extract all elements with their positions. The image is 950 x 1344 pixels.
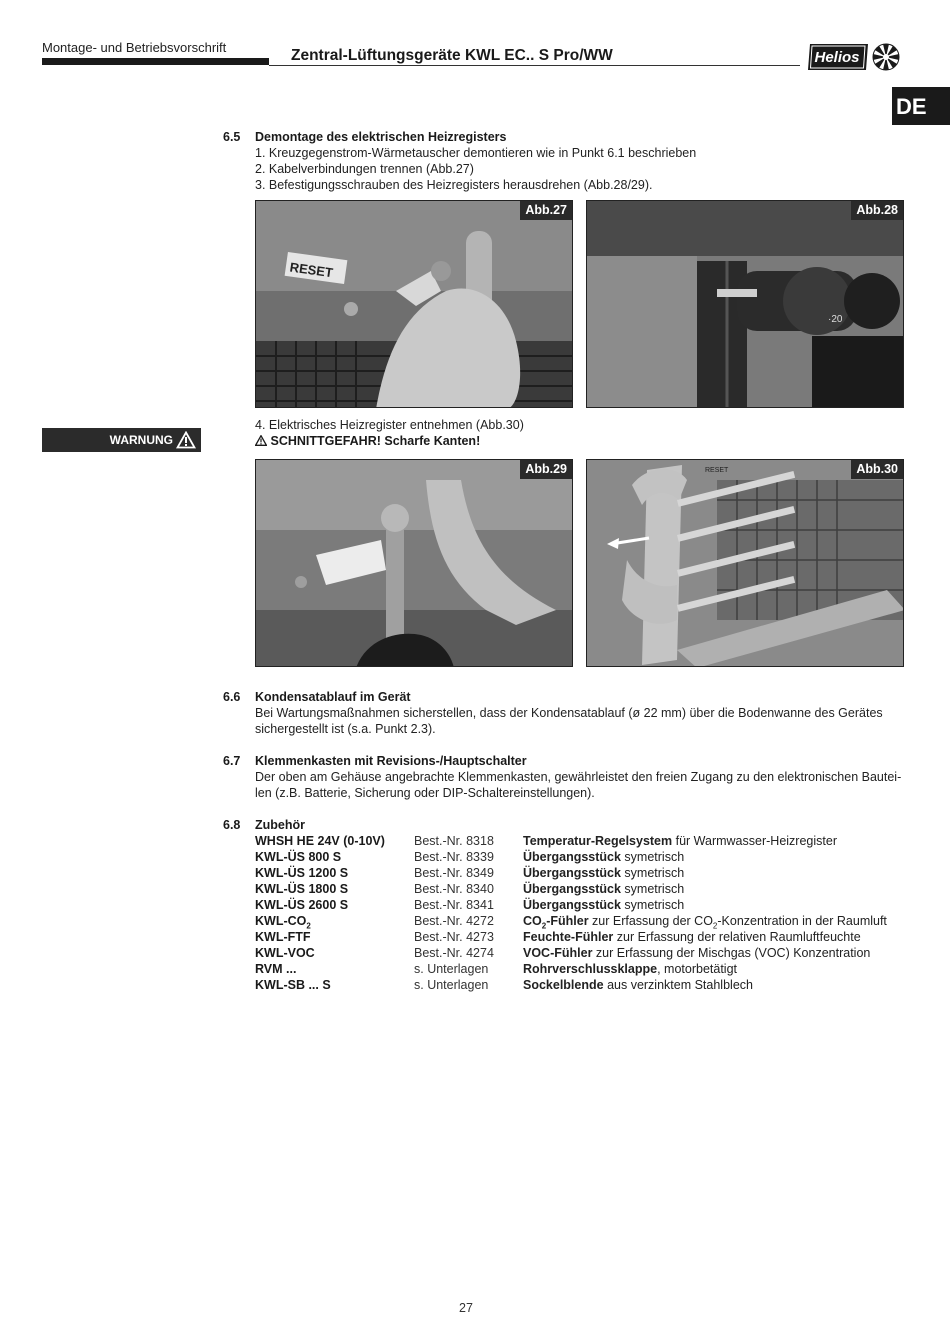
accessory-row [255, 962, 915, 978]
svg-text:RESET: RESET [288, 259, 334, 281]
accessory-name: KWL-VOC [255, 946, 315, 960]
order-number: Best.-Nr. 8349 [414, 866, 494, 880]
accessory-row [255, 882, 915, 898]
header-rule-thick [42, 58, 269, 65]
figure-label: Abb.29 [520, 460, 572, 479]
accessory-row [255, 978, 915, 994]
caution-line [255, 434, 480, 448]
order-number: Best.-Nr. 8318 [414, 834, 494, 848]
accessory-row [255, 914, 915, 930]
order-number: s. Unterlagen [414, 962, 489, 976]
svg-text:Helios: Helios [814, 49, 860, 66]
accessory-description: Übergangsstück symetrisch [523, 882, 685, 896]
section-title: Klemmenkasten mit Revisions-/Hauptschalter [255, 754, 527, 768]
accessory-description: Temperatur-Regelsystem für Warmwasser-Heizregister [523, 834, 837, 848]
document-title: Zentral-Lüftungsgeräte KWL EC.. S Pro/WW [291, 47, 613, 64]
accessory-name: KWL-ÜS 1200 S [255, 866, 349, 880]
order-number: Best.-Nr. 8341 [414, 898, 494, 912]
order-number: s. Unterlagen [414, 978, 489, 992]
accessory-row [255, 850, 915, 866]
accessory-description: Übergangsstück symetrisch [523, 866, 685, 880]
step-line: 1. Kreuzgegenstrom-Wärmetauscher demontieren wie in Punkt 6.1 beschrieben [255, 146, 697, 160]
page-number: 27 [459, 1301, 473, 1315]
svg-text:·20: ·20 [828, 314, 843, 325]
step-line: 3. Befestigungsschrauben des Heizregisters herausdrehen (Abb.28/29). [255, 178, 653, 192]
accessory-row [255, 834, 915, 850]
figure-label: Abb.27 [520, 201, 572, 220]
section-title: Zubehör [255, 818, 305, 832]
fan-icon [873, 44, 899, 70]
section-number: 6.6 [223, 690, 241, 704]
accessory-name: KWL-ÜS 1800 S [255, 882, 349, 896]
accessory-description: VOC-Fühler zur Erfassung der Mischgas (VOC) Konzentration [523, 946, 871, 960]
accessory-name: KWL-FTF [255, 930, 311, 944]
accessory-description: $CO_2$-Fühler zur Erfassung der $CO_2$-Konzentration in der Raumluft [523, 914, 887, 931]
accessory-description: Rohrverschlussklappe, motorbetätigt [523, 962, 737, 976]
order-number: Best.-Nr. 8340 [414, 882, 494, 896]
accessory-name: RVM ... [255, 962, 297, 976]
section-title: Demontage des elektrischen Heizregisters [255, 130, 507, 144]
step-line: 4. Elektrisches Heizregister entnehmen (Abb.30) [255, 418, 524, 432]
accessory-name: WHSH HE 24V (0-10V) [255, 834, 385, 848]
warning-triangle-icon [176, 431, 196, 449]
order-number: Best.-Nr. 4274 [414, 946, 494, 960]
figure-abb29 [255, 459, 573, 667]
document-type-label: Montage- und Betriebsvorschrift [42, 40, 227, 55]
figure-abb30 [586, 459, 904, 667]
figure-label: Abb.30 [851, 460, 903, 479]
section-number: 6.5 [223, 130, 241, 144]
language-tab: DE [892, 87, 950, 125]
order-number: Best.-Nr. 4273 [414, 930, 494, 944]
accessory-name: KWL-ÜS 800 S [255, 850, 342, 864]
header-rule-thin [269, 65, 800, 66]
order-number: Best.-Nr. 8339 [414, 850, 494, 864]
accessory-description: Übergangsstück symetrisch [523, 898, 685, 912]
warning-label: WARNUNG [109, 433, 173, 447]
figure-abb28 [586, 200, 904, 408]
figure-label: Abb.28 [851, 201, 903, 220]
accessory-description: Feuchte-Fühler zur Erfassung der relativen Raumluftfeuchte [523, 930, 861, 944]
warning-box [42, 428, 201, 452]
warning-triangle-icon [255, 435, 267, 446]
accessory-name: KWL-SB ... S [255, 978, 331, 992]
caution-text: SCHNITTGEFAHR! Scharfe Kanten! [270, 434, 481, 448]
order-number: Best.-Nr. 4272 [414, 914, 494, 928]
section-number: 6.7 [223, 754, 241, 768]
accessory-row [255, 866, 915, 882]
section-title: Kondensatablauf im Gerät [255, 690, 411, 704]
section-number: 6.8 [223, 818, 241, 832]
body-text: sichergestellt ist (s.a. Punkt 2.3). [255, 722, 436, 736]
svg-text:RESET: RESET [705, 467, 729, 474]
accessory-description: Übergangsstück symetrisch [523, 850, 685, 864]
body-text: len (z.B. Batterie, Sicherung oder DIP-Schaltereinstellungen). [255, 786, 595, 800]
body-text: Der oben am Gehäuse angebrachte Klemmenkasten, gewährleistet den freien Zugang zu den elektronischen Bautei- [255, 770, 902, 784]
body-text: Bei Wartungsmaßnahmen sicherstellen, dass der Kondensatablauf (ø 22 mm) über die Bodenwanne des Gerätes [255, 706, 883, 720]
figure-abb27 [255, 200, 573, 408]
helios-logo [806, 41, 902, 73]
accessory-row [255, 898, 915, 914]
accessory-row [255, 930, 915, 946]
accessory-name: KWL-ÜS 2600 S [255, 898, 349, 912]
accessory-description: Sockelblende aus verzinktem Stahlblech [523, 978, 753, 992]
accessory-row [255, 946, 915, 962]
accessory-name: KWL-$CO_2$ [255, 914, 311, 931]
step-line: 2. Kabelverbindungen trennen (Abb.27) [255, 162, 474, 176]
